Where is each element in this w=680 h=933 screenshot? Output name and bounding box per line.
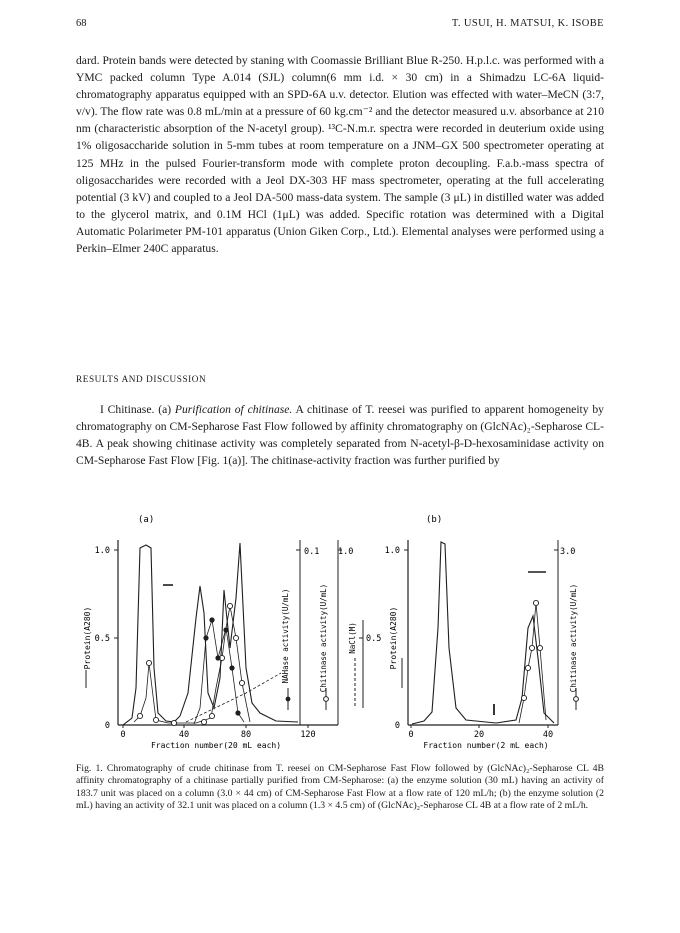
panel-a-protein-curve	[123, 543, 298, 725]
panel-a-nahase-legend	[286, 688, 291, 710]
pa-n2	[209, 617, 214, 622]
results-lead: I Chitinase.	[100, 403, 155, 416]
pa-c5	[201, 719, 206, 724]
page-number: 68	[76, 18, 87, 29]
pb-c2	[525, 665, 530, 670]
panel-b-chitinase-points	[521, 600, 542, 700]
pa-c6	[209, 713, 214, 718]
panel-a-label: (a)	[138, 515, 155, 525]
pa-c8	[227, 603, 232, 608]
panel-a-ylabel-chitinase: Chitinase activity(U/mL)	[319, 583, 328, 693]
panel-a-x-tick-40: 40	[178, 730, 190, 740]
panel-b-protein-curve	[412, 542, 554, 724]
panel-b-chitinase-line	[519, 603, 546, 723]
pa-c9	[233, 635, 238, 640]
panel-b-x-tick-20: 20	[473, 730, 485, 740]
results-subtitle: Purification of chitinase.	[174, 403, 293, 416]
pa-n1	[203, 635, 208, 640]
panel-a-ylabel-protein: Protein(A280)	[83, 606, 92, 670]
panel-b-xlabel: Fraction number(2 mL each)	[423, 741, 549, 750]
panel-a-xlabel: Fraction number(20 mL each)	[150, 741, 282, 750]
panel-b-x-tick-40: 40	[542, 730, 554, 740]
section-heading: RESULTS AND DISCUSSION	[76, 374, 207, 384]
pa-c2	[146, 660, 151, 665]
pb-c5	[537, 645, 542, 650]
panel-b-ylabel-chitinase: Chitinase activity(U/mL)	[569, 583, 578, 693]
panel-a-x-tick-0: 0	[120, 730, 126, 740]
panel-b-label: (b)	[426, 515, 443, 525]
panel-a-left-tick-05: 0.5	[94, 634, 110, 644]
panel-a-ylabel-nahase: NAHase activity(U/mL)	[281, 588, 290, 684]
running-authors: T. USUI, H. MATSUI, K. ISOBE	[451, 18, 604, 29]
results-text: A chitinase of T. reesei was purified to apparent homogeneity by chromatography on CM-Sepharose Fast Flow followed by affinity chromatography on (GlcNAc)₂-Sepharose CL-4B. A peak showing chitinase activity was completely separated from N-acetyl-β-D-hexosaminidase activity on CM-Sepharose Fast Flow [Fig. 1(a)]. The chitinase-activity fraction was further purified by	[76, 403, 604, 468]
figure-1	[76, 508, 616, 768]
panel-b-ylabel-nacl: NaCl(M)	[348, 622, 357, 654]
panel-b-right-tick: 3.0	[560, 547, 576, 557]
pa-c3	[153, 717, 158, 722]
panel-a-left-tick-0: 0	[104, 721, 110, 731]
methods-paragraph	[76, 52, 604, 257]
figure-1-graphic	[76, 508, 616, 768]
methods-text: dard. Protein bands were detected by staning with Coomassie Brilliant Blue R-250. H.p.l.c. was performed with a YMC packed column Type A.014 (SJL) column(6 mm i.d. × 30 cm) in a Shimadzu LC-6A liquid-chromatography apparatus equipped with an SPD-6A u.v. detector. Elution was effected with water–MeCN (3:7, v/v). The flow rate was 0.8 mL/min at a pressure of 60 kg.cm⁻² and the detector measured u.v. absorbance at 210 nm (characteristic absorption of the N-acetyl group). ¹³C-N.m.r. spectra were recorded in deuterium oxide using 1% oligosaccharide solution in 5-mm tubes at room temperature on a JNM–GX 500 spectrometer operating at 125 MHz in the pulsed Fourier-transform mode with complete proton decoupling. F.a.b.-mass spectra of oligosaccharides were recorded with a Jeol DX-303 HF mass spectrometer, operating at the full accelerating potential (3 kV) and coupled to a Jeol DA-500 mass-data system. The sample (3 μL) in distilled water was added to the glycerol matrix, and 0.1M HCl (1μL) was added. Specific rotation was determined with a Digital Automatic Polarimeter PM-101 apparatus (Union Giken Corp., Ltd.). Elemental analyses were performed using a Perkin–Elmer 240C apparatus.	[76, 54, 604, 256]
caption-text: Chromatography of crude chitinase from T. reesei on CM-Sepharose Fast Flow followed by (GlcNAc)₂-Sepharose CL 4B affinity chromatography of a chitinase partially purified from CM-Sepharose: (a) the enzyme solution (30 mL) having an activity of 183.7 unit was placed on a column (3.0 × 44 cm) of CM-Sepharose Fast Flow at a flow rate of 120 mL/h; (b) the enzyme solution (2 mL) having an activity of 32.1 unit was placed on a column (1.3 × 4.5 cm) of (GlcNAc)₂-Sepharose CL 4B at a flow rate of 2 mL/h.	[76, 763, 604, 812]
panel-b-x-tick-0: 0	[408, 730, 414, 740]
panel-b-ylabel-protein: Protein(A280)	[389, 606, 398, 670]
panel-b-left-tick-10: 1.0	[384, 546, 400, 556]
running-header	[76, 18, 604, 34]
pb-c3	[529, 645, 534, 650]
panel-a-left-tick-10: 1.0	[94, 546, 110, 556]
pa-c4	[171, 720, 176, 725]
figure-caption	[76, 763, 604, 813]
pa-n4	[223, 627, 228, 632]
pa-c1	[137, 713, 142, 718]
results-sub: (a)	[158, 403, 175, 416]
pb-c1	[521, 695, 526, 700]
panel-a-x-tick-80: 80	[240, 730, 252, 740]
panel-a-mid-tick: 0.1	[304, 547, 320, 557]
panel-b-left-tick-0: 0	[394, 721, 400, 731]
panel-a-right-tick: 1.0	[338, 547, 354, 557]
panel-b-nacl-tick: 0.5	[366, 634, 382, 644]
results-paragraph	[76, 401, 604, 469]
pa-n6	[235, 710, 240, 715]
pb-c4	[533, 600, 538, 605]
pa-c10	[239, 680, 244, 685]
caption-label: Fig. 1.	[76, 763, 103, 774]
pa-n3	[215, 655, 220, 660]
pa-n5	[229, 665, 234, 670]
panel-a-x-tick-120: 120	[300, 730, 316, 740]
